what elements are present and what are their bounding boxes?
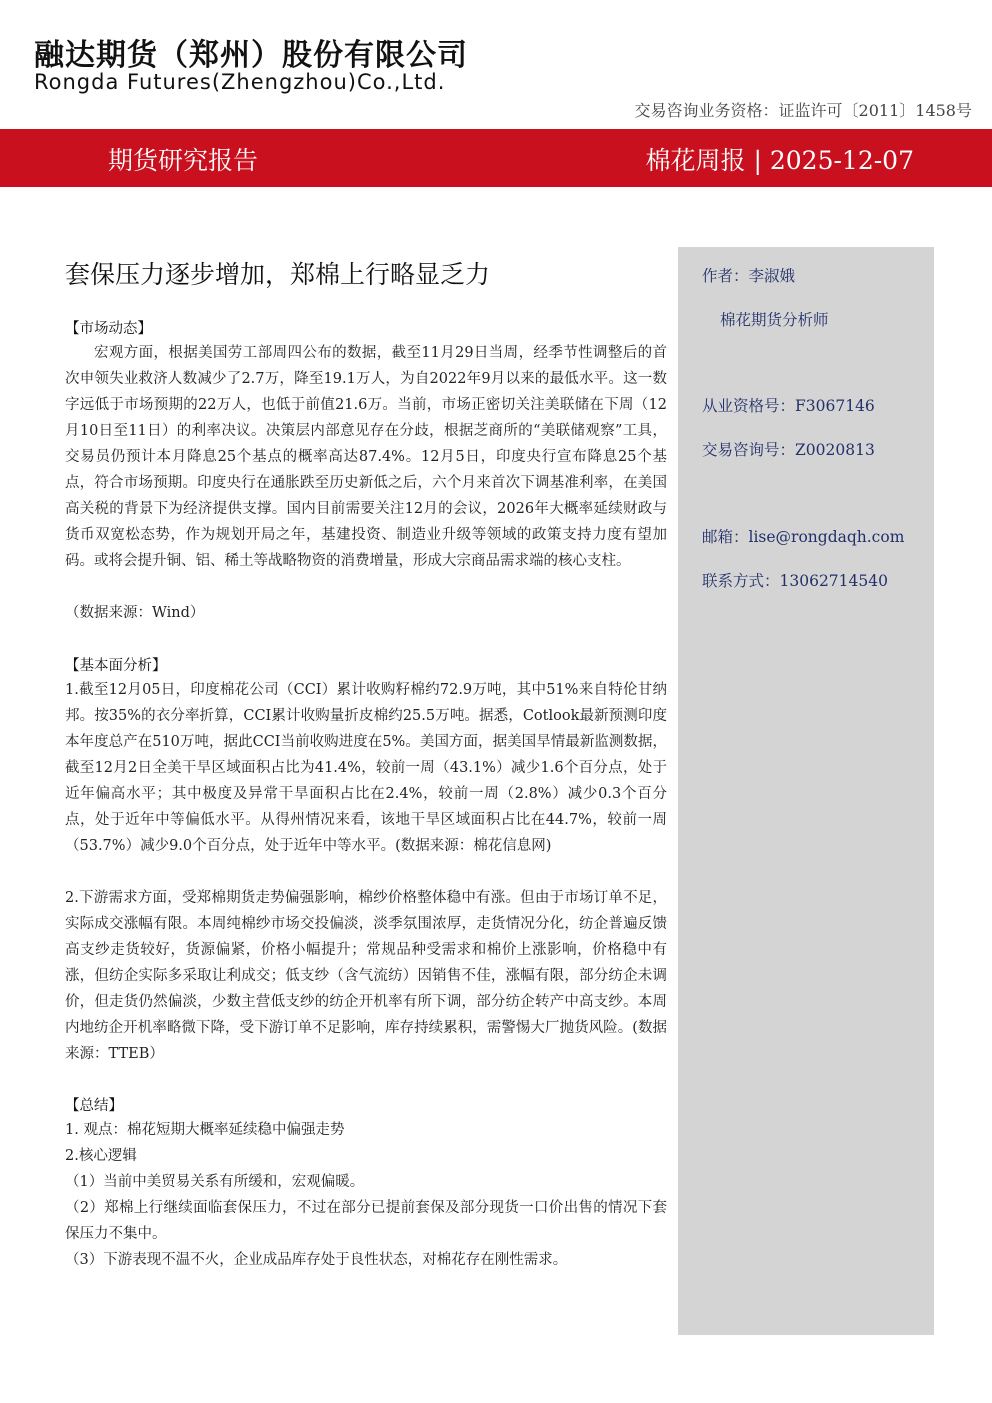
author-phone: 联系方式：13062714540 [702,572,888,590]
license-text: 交易咨询业务资格：证监许可〔2011〕1458号 [634,101,972,120]
fundamental-paragraph-1: 1.截至12月05日，印度棉花公司（CCI）累计收购籽棉约72.9万吨，其中51%来自特伦甘纳邦。按35%的衣分率折算，CCI累计收购量折皮棉约25.5万吨。据悉，Cotlook最新预测印度本年度总产在510万吨，据此CCI当前收购进度在5%。美国方面，据美国旱情最新监测数据，截至12月2日全美干旱区域面积占比为41.4%，较前一周（43.1%）减少1.6个百分点，处于近年偏高水平；其中极度及异常干旱面积占比在2.4%，较前一周（2.8%）减少0.3个百分点，处于近年中等偏低水平。从得州情况来看，该地干旱区域面积占比在44.7%，较前一周（53.7%）减少9.0个百分点，处于近年中等水平。(数据来源：棉花信息网) [65,682,667,854]
company-name-cn: 融达期货（郑州）股份有限公司 [34,38,468,73]
market-source: （数据来源：Wind） [65,605,205,621]
summary-line-2: 2.核心逻辑 [65,1148,137,1164]
summary-heading: 【总结】 [65,1098,123,1114]
author-role: 棉花期货分析师 [720,311,829,329]
author-name: 作者：李淑娥 [702,267,796,285]
summary-line-5: （3）下游表现不温不火，企业成品库存处于良性状态，对棉花存在刚性需求。 [65,1252,568,1268]
summary-line-3: （1）当前中美贸易关系有所缓和，宏观偏暖。 [65,1174,365,1190]
qualification-number: 从业资格号：F3067146 [702,397,875,415]
fundamental-paragraph-2: 2.下游需求方面，受郑棉期货走势偏强影响，棉纱价格整体稳中有涨。但由于市场订单不足，实际成交涨幅有限。本周纯棉纱市场交投偏淡，淡季氛围浓厚，走货情况分化，纺企普遍反馈高支纱走货较好，货源偏紧，价格小幅提升；常规品种受需求和棉价上涨影响，价格稳中有涨，但纺企实际多采取让利成交；低支纱（含气流纺）因销售不佳，涨幅有限，部分纺企未调价，但走货仍然偏淡，少数主营低支纱的纺企开机率有所下调，部分纺企转产中高支纱。本周内地纺企开机率略微下降，受下游订单不足影响，库存持续累积，需警惕大厂抛货风险。(数据来源：TTEB） [65,890,667,1062]
fundamental-heading: 【基本面分析】 [65,658,167,674]
company-name-en: Rongda Futures(Zhengzhou)Co.,Ltd. [34,70,446,94]
author-email: 邮箱：lise@rongdaqh.com [702,528,905,546]
consult-number: 交易咨询号：Z0020813 [702,441,875,459]
banner-report-date: 棉花周报 | 2025-12-07 [645,146,914,175]
summary-line-1: 1. 观点：棉花短期大概率延续稳中偏强走势 [65,1122,345,1138]
market-heading: 【市场动态】 [65,321,152,337]
author-sidebar [678,247,934,1335]
market-body: 宏观方面，根据美国劳工部周四公布的数据，截至11月29日当周，经季节性调整后的首次申领失业救济人数减少了2.7万，降至19.1万人，为自2022年9月以来的最低水平。这一数字远低于市场预期的22万人，也低于前值21.6万。当前，市场正密切关注美联储在下周（12月10日至11日）的利率决议。决策层内部意见存在分歧，根据芝商所的“美联储观察”工具，交易员仍预计本月降息25个基点的概率高达87.4%。12月5日，印度央行宣布降息25个基点，符合市场预期。印度央行在通胀跌至历史新低之后，六个月来首次下调基准利率，在美国高关税的背景下为经济提供支撑。国内目前需要关注12月的会议，2026年大概率延续财政与货币双宽松态势，作为规划开局之年，基建投资、制造业升级等领域的政策支持力度有望加码。或将会提升铜、铝、稀土等战略物资的消费增量，形成大宗商品需求端的核心支柱。 [65,345,667,569]
report-banner [0,129,992,187]
report-title: 套保压力逐步增加，郑棉上行略显乏力 [65,260,491,289]
banner-report-type: 期货研究报告 [108,146,259,175]
summary-line-4: （2）郑棉上行继续面临套保压力，不过在部分已提前套保及部分现货一口价出售的情况下套保压力不集中。 [65,1200,667,1242]
